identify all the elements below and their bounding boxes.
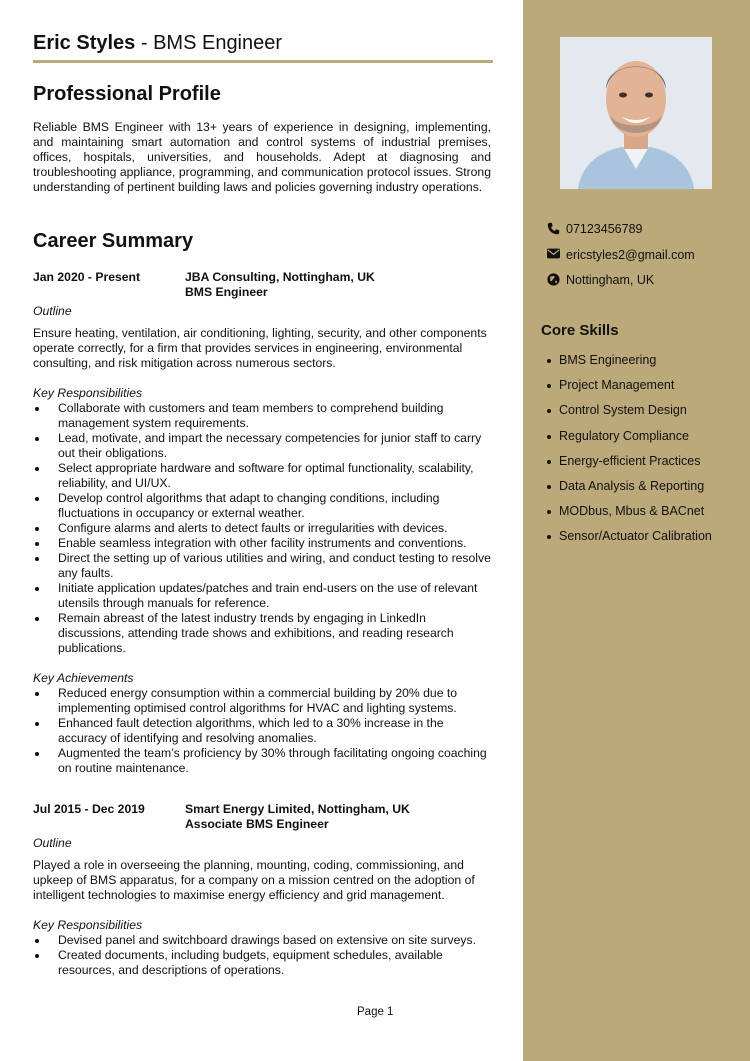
list-item: Direct the setting up of various utilities and wiring, and conduct testing to resolve any faults. [33,551,493,581]
job-company: JBA Consulting, Nottingham, UK [185,270,375,284]
job-outline: Played a role in overseeing the planning, mounting, coding, commissioning, and upkeep of BMS apparatus, for a company on a mission centred on the adoption of intelligent technologies to maximise energy efficiency and grid management. [33,858,475,902]
list-item: Enhanced fault detection algorithms, which led to a 30% increase in the accuracy of identifying and resolving anomalies. [33,716,493,746]
list-item: Remain abreast of the latest industry trends by engaging in LinkedIn discussions, attending trade shows and exhibitions, and reading research publications. [33,611,493,656]
job-entry [33,802,493,978]
list-item: Enable seamless integration with other facility instruments and conventions. [33,536,493,551]
name-heading: Eric Styles - BMS Engineer [33,32,283,54]
responsibilities-list [33,933,493,978]
achievements-list [33,686,493,776]
skill-item: MODbus, Mbus & BACnet [541,504,712,529]
list-item: Created documents, including budgets, equipment schedules, available resources, and descriptions of operations. [33,948,493,978]
location-text: Nottingham, UK [566,273,655,287]
job-title: Associate BMS Engineer [185,817,329,831]
job-header [33,802,493,834]
job-outline: Ensure heating, ventilation, air conditioning, lighting, security, and other components operate correctly, for a firm that provides services in engineering, environmental consulting, and risk mitigation across numerous sectors. [33,326,487,370]
contact-list [547,222,695,299]
contact-email [547,248,695,274]
portrait-image [560,37,712,189]
job-title: BMS Engineer [185,285,268,299]
outline-label: Outline [33,304,72,318]
phone-number: 07123456789 [566,222,643,236]
skill-item: Data Analysis & Reporting [541,479,712,504]
skill-item: Project Management [541,378,712,403]
list-item: Augmented the team’s proficiency by 30% through facilitating ongoing coaching on routine maintenance. [33,746,493,776]
page-number: Page 1 [357,1006,394,1018]
sidebar [523,0,750,1061]
job-dates: Jul 2015 - Dec 2019 [33,802,145,816]
skill-item: Energy-efficient Practices [541,454,712,479]
job-company: Smart Energy Limited, Nottingham, UK [185,802,410,816]
skills-list [541,353,712,555]
contact-phone [547,222,695,248]
achievements-label: Key Achievements [33,671,134,685]
responsibilities-label: Key Responsibilities [33,386,143,400]
contact-location [547,273,695,299]
list-item: Devised panel and switchboard drawings based on extensive on site surveys. [33,933,493,948]
list-item: Collaborate with customers and team members to comprehend building management system requirements. [33,401,493,431]
skill-item: Control System Design [541,403,712,428]
skill-item: Sensor/Actuator Calibration [541,529,712,554]
job-header [33,270,493,302]
globe-icon [547,273,566,289]
list-item: Initiate application updates/patches and train end-users on the use of relevant utensils through manuals for reference. [33,581,493,611]
email-address: ericstyles2@gmail.com [566,247,695,262]
candidate-role: BMS Engineer [153,32,283,54]
career-heading: Career Summary [33,230,194,252]
skill-item: Regulatory Compliance [541,429,712,454]
phone-icon [547,222,566,238]
candidate-name: Eric Styles [33,32,136,54]
list-item: Reduced energy consumption within a commercial building by 20% due to implementing optimised control algorithms for HVAC and lighting systems. [33,686,493,716]
skills-heading: Core Skills [541,322,619,339]
list-item: Configure alarms and alerts to detect faults or irregularities with devices. [33,521,493,536]
list-item: Develop control algorithms that adapt to changing conditions, including fluctuations in occupancy or external weather. [33,491,493,521]
profile-photo [560,37,712,189]
header-divider [33,60,493,63]
list-item: Lead, motivate, and impart the necessary competencies for junior staff to carry out their obligations. [33,431,493,461]
outline-label: Outline [33,836,72,850]
skill-item: BMS Engineering [541,353,712,378]
job-entry [33,270,493,776]
list-item: Select appropriate hardware and software for optimal functionality, scalability, reliability, and UI/UX. [33,461,493,491]
profile-text: Reliable BMS Engineer with 13+ years of experience in designing, implementing, and maintaining smart automation and control systems of industrial premises, offices, hospitals, universities, and households. Adept at diagnosing and troubleshooting appliance, programming, and communication protocol issues. Strong understanding of pertinent building laws and policies governing industry operations. [33,120,491,194]
responsibilities-list [33,401,493,656]
job-dates: Jan 2020 - Present [33,270,141,284]
profile-heading: Professional Profile [33,83,221,105]
responsibilities-label: Key Responsibilities [33,918,143,932]
envelope-icon [547,248,566,262]
